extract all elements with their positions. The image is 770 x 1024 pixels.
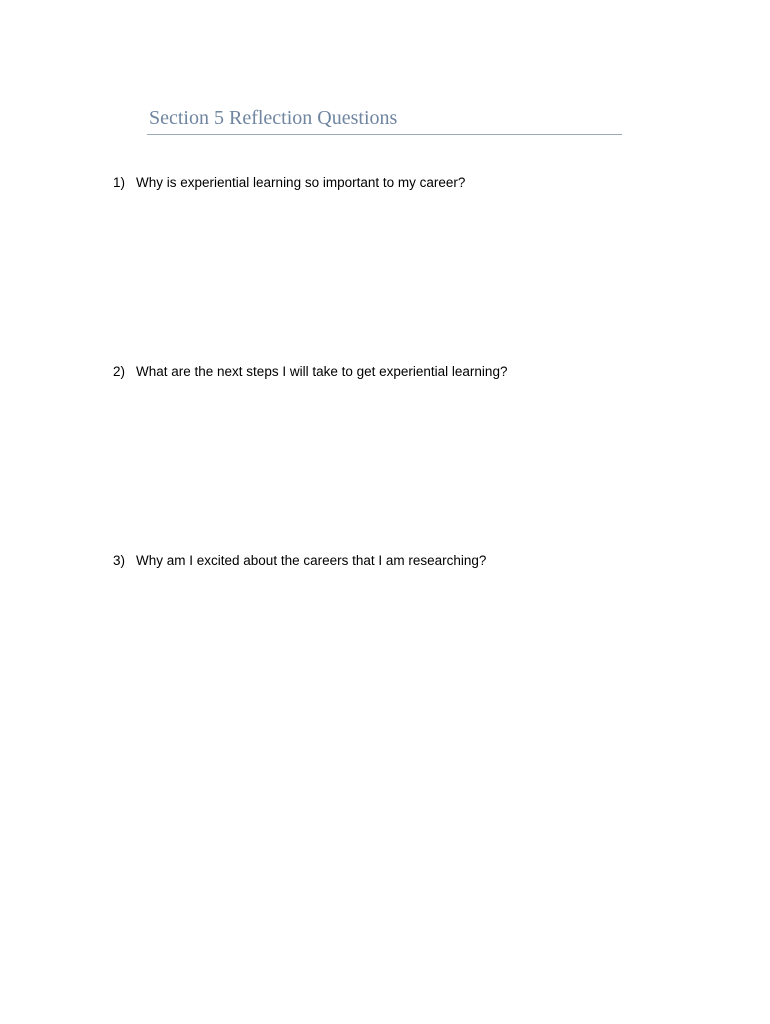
question-number: 2): [113, 364, 126, 379]
question-number: 1): [113, 175, 126, 190]
section-title: Section 5 Reflection Questions: [149, 107, 398, 129]
question-number: 3): [113, 553, 126, 568]
question-text: Why am I excited about the careers that I am researching?: [136, 553, 487, 568]
title-underline: [147, 134, 622, 135]
question-2: [113, 362, 507, 382]
question-text: What are the next steps I will take to get experiential learning?: [136, 364, 508, 379]
question-3: [113, 551, 486, 571]
question-1: [113, 173, 465, 193]
question-text: Why is experiential learning so important to my career?: [136, 175, 466, 190]
